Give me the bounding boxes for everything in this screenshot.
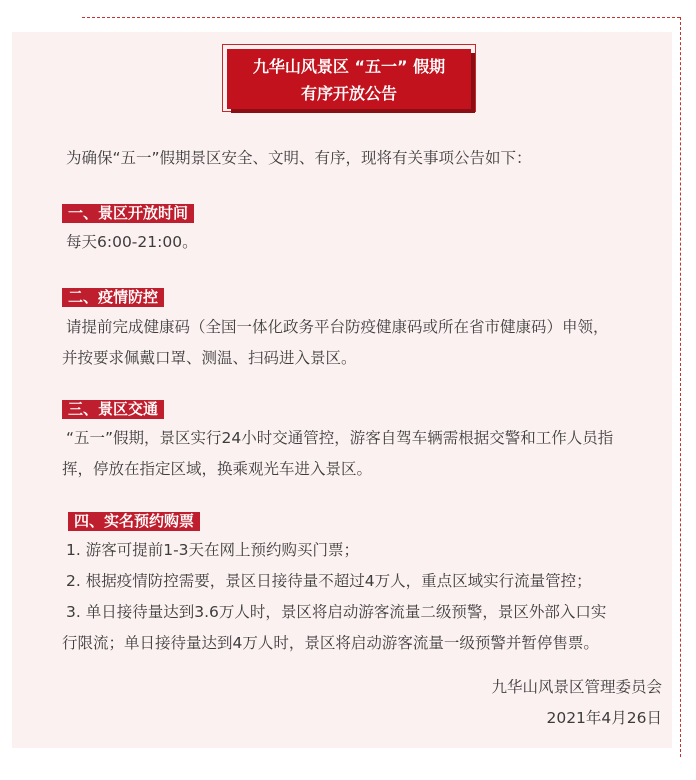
- intro-text: 为确保“五一”假期景区安全、文明、有序，现将有关事项公告如下：: [66, 149, 532, 167]
- title-line-1: 九华山风景区 “五一” 假期: [252, 57, 446, 76]
- dashed-border-right: [680, 17, 681, 757]
- section-traffic-text: [62, 423, 614, 485]
- title-line-2: 有序开放公告: [300, 84, 397, 103]
- section-line: 请提前完成健康码（全国一体化政务平台防疫健康码或所在省市健康码）申领，: [66, 318, 609, 336]
- signature-org: 九华山风景区管理委员会: [491, 678, 662, 696]
- section-heading-traffic: 三、景区交通: [62, 400, 164, 419]
- section-heading-hours: 一、景区开放时间: [62, 204, 194, 223]
- section-line: 并按要求佩戴口罩、测温、扫码进入景区。: [62, 349, 357, 367]
- section-heading-tickets: 四、实名预约购票: [68, 512, 200, 531]
- dashed-border-top: [82, 17, 680, 18]
- signature-date: 2021年4月26日: [546, 709, 662, 727]
- list-item: 1. 游客可提前1-3天在网上预约购买门票；: [66, 541, 360, 559]
- section-line: 挥，停放在指定区域，换乘观光车进入景区。: [62, 460, 373, 478]
- section-line: 每天6:00-21:00。: [66, 233, 198, 251]
- list-item: 行限流；单日接待量达到4万人时，景区将启动游客流量一级预警并暂停售票。: [62, 634, 599, 652]
- notice-title: [227, 49, 471, 109]
- section-heading-epidemic: 二、疫情防控: [62, 288, 164, 307]
- section-line: “五一”假期，景区实行24小时交通管控，游客自驾车辆需根据交警和工作人员指: [66, 429, 614, 447]
- section-epidemic-text: [62, 312, 609, 374]
- list-item: 2. 根据疫情防控需要，景区日接待量不超过4万人，重点区域实行流量管控；: [66, 572, 592, 590]
- list-item: 3. 单日接待量达到3.6万人时，景区将启动游客流量二级预警，景区外部入口实: [66, 603, 607, 621]
- section-hours-text: [66, 227, 198, 258]
- section-tickets-text: [62, 535, 607, 659]
